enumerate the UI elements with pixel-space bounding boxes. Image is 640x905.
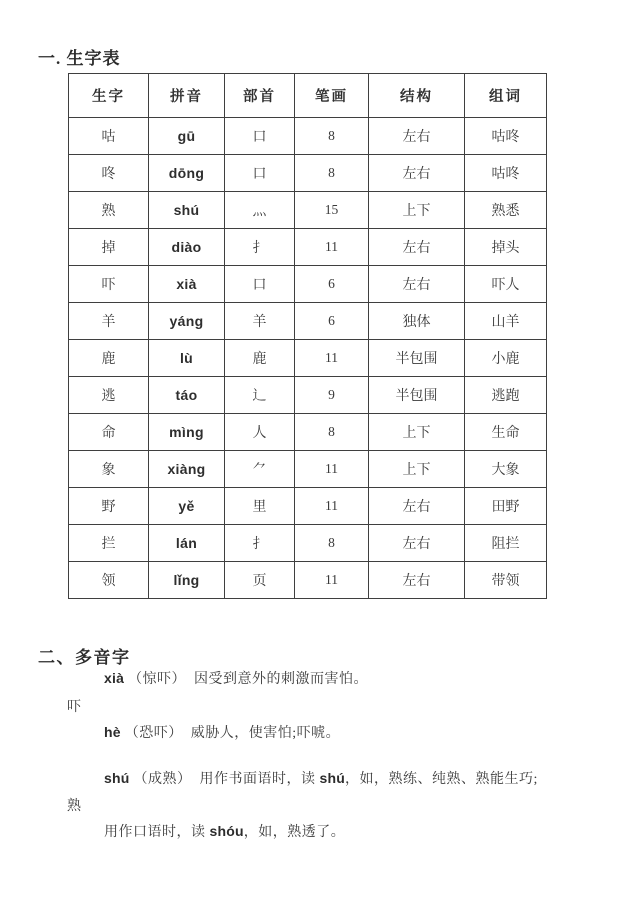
table-cell-radical: 人 [225, 414, 295, 451]
table-cell-pinyin: shú [149, 192, 225, 229]
table-cell-strokes: 6 [295, 303, 369, 340]
table-cell-strokes: 15 [295, 192, 369, 229]
definition-text: （恐吓） 威胁人，使害怕;吓唬。 [120, 726, 341, 741]
column-header-word: 组词 [465, 74, 547, 118]
table-cell-radical: 鹿 [225, 340, 295, 377]
table-cell-pinyin: lán [149, 525, 225, 562]
table-cell-strokes: 11 [295, 340, 369, 377]
polyphonic-line [67, 696, 82, 716]
pinyin-text: hè [104, 724, 121, 740]
table-cell-structure: 左右 [369, 155, 465, 192]
table-cell-pinyin: lù [149, 340, 225, 377]
table-cell-strokes: 8 [295, 118, 369, 155]
table-cell-strokes: 11 [295, 229, 369, 266]
table-cell-pinyin: táo [149, 377, 225, 414]
table-cell-pinyin: lǐng [149, 562, 225, 599]
table-cell-structure: 上下 [369, 414, 465, 451]
table-cell-pinyin: yě [149, 488, 225, 525]
table-cell-structure: 左右 [369, 525, 465, 562]
table-cell-structure: 上下 [369, 451, 465, 488]
table-cell-pinyin: dōng [149, 155, 225, 192]
table-cell-radical: 页 [225, 562, 295, 599]
definition-text: （成熟） 用作书面语时，读 [129, 772, 320, 787]
table-cell-character: 命 [69, 414, 149, 451]
definition-text: 熟 [67, 799, 82, 814]
table-cell-pinyin: xià [149, 266, 225, 303]
table-cell-structure: 半包围 [369, 340, 465, 377]
table-cell-word: 熟悉 [465, 192, 547, 229]
table-cell-character: 拦 [69, 525, 149, 562]
table-cell-character: 咚 [69, 155, 149, 192]
table-cell-word: 阻拦 [465, 525, 547, 562]
table-cell-character: 吓 [69, 266, 149, 303]
polyphonic-line [104, 768, 538, 788]
table-cell-structure: 上下 [369, 192, 465, 229]
table-cell-pinyin: mìng [149, 414, 225, 451]
pinyin-text: xià [104, 670, 125, 686]
table-cell-pinyin: diào [149, 229, 225, 266]
table-cell-structure: 左右 [369, 229, 465, 266]
table-cell-word: 小鹿 [465, 340, 547, 377]
table-cell-radical: 灬 [225, 192, 295, 229]
table-cell-character: 野 [69, 488, 149, 525]
table-cell-pinyin: xiàng [149, 451, 225, 488]
pinyin-text: shóu [209, 823, 244, 839]
table-cell-radical: 口 [225, 155, 295, 192]
column-header-strokes: 笔画 [295, 74, 369, 118]
table-cell-character: 掉 [69, 229, 149, 266]
table-cell-word: 生命 [465, 414, 547, 451]
table-cell-character: 咕 [69, 118, 149, 155]
table-cell-character: 逃 [69, 377, 149, 414]
definition-text: 吓 [67, 700, 82, 715]
table-cell-character: 熟 [69, 192, 149, 229]
column-header-pinyin: 拼音 [149, 74, 225, 118]
table-cell-character: 领 [69, 562, 149, 599]
table-cell-radical: 口 [225, 118, 295, 155]
table-cell-word: 大象 [465, 451, 547, 488]
column-header-structure: 结构 [369, 74, 465, 118]
table-cell-word: 吓人 [465, 266, 547, 303]
table-cell-word: 掉头 [465, 229, 547, 266]
table-cell-word: 逃跑 [465, 377, 547, 414]
table-cell-strokes: 8 [295, 155, 369, 192]
polyphonic-line [67, 795, 82, 815]
table-cell-strokes: 8 [295, 414, 369, 451]
table-cell-radical: 辶 [225, 377, 295, 414]
table-cell-word: 带领 [465, 562, 547, 599]
table-cell-structure: 左右 [369, 488, 465, 525]
polyphonic-line [104, 722, 340, 742]
section-title-vocab-table: 一. 生字表 [38, 49, 121, 68]
table-cell-structure: 左右 [369, 118, 465, 155]
column-header-character: 生字 [69, 74, 149, 118]
table-cell-radical: ⺈ [225, 451, 295, 488]
polyphonic-line [104, 821, 345, 841]
table-cell-structure: 半包围 [369, 377, 465, 414]
pinyin-text: shú [319, 770, 345, 786]
table-cell-structure: 左右 [369, 266, 465, 303]
table-cell-character: 羊 [69, 303, 149, 340]
table-cell-structure: 独体 [369, 303, 465, 340]
table-cell-radical: 里 [225, 488, 295, 525]
definition-text: ，如，熟透了。 [243, 825, 346, 840]
table-cell-radical: 扌 [225, 229, 295, 266]
section-title-polyphonic: 二、多音字 [38, 648, 131, 667]
pinyin-text: shú [104, 770, 130, 786]
polyphonic-line [104, 668, 368, 688]
table-cell-strokes: 6 [295, 266, 369, 303]
table-cell-word: 山羊 [465, 303, 547, 340]
table-cell-strokes: 8 [295, 525, 369, 562]
table-cell-pinyin: gū [149, 118, 225, 155]
definition-text: 用作口语时，读 [104, 825, 210, 840]
table-cell-radical: 扌 [225, 525, 295, 562]
column-header-radical: 部首 [225, 74, 295, 118]
table-cell-strokes: 11 [295, 451, 369, 488]
table-cell-character: 鹿 [69, 340, 149, 377]
table-cell-structure: 左右 [369, 562, 465, 599]
table-cell-word: 咕咚 [465, 155, 547, 192]
table-cell-radical: 羊 [225, 303, 295, 340]
table-cell-strokes: 9 [295, 377, 369, 414]
definition-text: （惊吓） 因受到意外的刺激而害怕。 [124, 672, 369, 687]
definition-text: ，如，熟练、纯熟、熟能生巧; [345, 772, 538, 787]
table-cell-radical: 口 [225, 266, 295, 303]
table-cell-word: 田野 [465, 488, 547, 525]
table-cell-pinyin: yáng [149, 303, 225, 340]
table-cell-word: 咕咚 [465, 118, 547, 155]
table-cell-character: 象 [69, 451, 149, 488]
table-cell-strokes: 11 [295, 488, 369, 525]
table-cell-strokes: 11 [295, 562, 369, 599]
